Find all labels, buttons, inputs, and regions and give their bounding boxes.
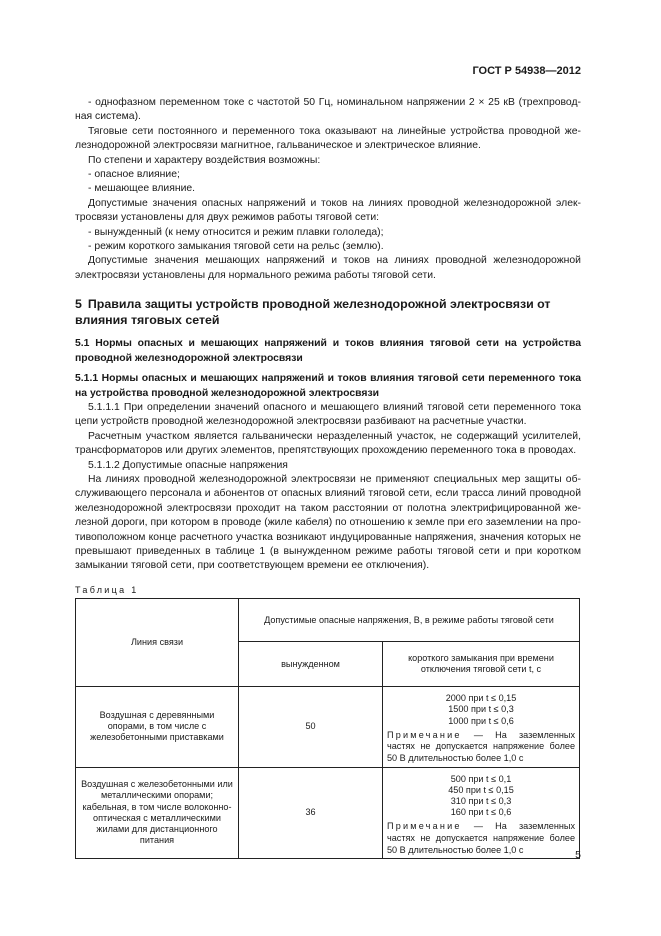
paragraph: Допустимые значения мешающих напряжений и токов на линиях проводной железнодорожной электросвязи установлены для нормального режима работы тяговой сети. [75, 255, 581, 281]
table-note [387, 821, 575, 856]
note-label: Примечание [387, 729, 462, 740]
subsubsection-heading: 5.1.1 Нормы опасных и мешающих напряжений и токов влияния тяговой сети переменного тока на устройства проводной железнодорожной электросвязи [75, 373, 581, 399]
sc-value: 2000 при t ≤ 0,15 [445, 693, 517, 704]
paragraph: Расчетным участком является гальванически неразделенный участок, не содержащий усилителей, трансформаторов или других элементов, препятствующих прохождению переменного тока в проводах. [75, 430, 581, 457]
list-item: - вынужденный (к нему относится и режим плавки гололеда); [88, 226, 384, 238]
table-header-row [76, 599, 580, 642]
cell-line: Воздушная с железобетонными или металлическими опорами; кабельная, в том числе волоконно-оптическая с металлическими жилами для дистанционного питания [76, 767, 239, 859]
header-line: Линия связи [76, 599, 239, 687]
section-number: 5 [75, 297, 82, 312]
sc-value: 160 при t ≤ 0,6 [450, 807, 512, 818]
sc-value: 310 при t ≤ 0,3 [450, 795, 512, 806]
table-caption: Таблица 1 [75, 584, 139, 595]
note-label: Примечание [387, 821, 462, 832]
cell-short-circuit [383, 767, 580, 859]
cell-line: Воздушная с деревянными опорами, в том числе с железобетонными приставками [76, 687, 239, 767]
paragraph: 5.1.1.1 При определении значений опасного и мешающего влияний тяговой сети переменного тока цепи устройств проводной железнодорожной электросвязи разбивают на расчетные участки. [75, 401, 581, 428]
sc-value: 500 при t ≤ 0,1 [450, 773, 512, 784]
page-number: 5 [575, 849, 581, 861]
subsection-heading: 5.1 Нормы опасных и мешающих напряжений и токов влияния тяговой сети на устройства проводной железнодорожной электросвязи [75, 338, 581, 364]
clause-heading: 5.1.1.2 Допустимые опасные напряжения [88, 459, 288, 471]
sc-value: 1500 при t ≤ 0,3 [448, 704, 514, 715]
list-item: - режим короткого замыкания тяговой сети на рельс (землю). [88, 241, 384, 253]
paragraph: Тяговые сети постоянного и переменного тока оказывают на линейные устройства проводной железнодорожной электросвязи магнитное, гальваническое и электрическое влияние. [75, 125, 581, 152]
header-forced: вынужденном [239, 642, 383, 687]
paragraph: Допустимые значения опасных напряжений и токов на линиях проводной железнодорожной электросвязи установлены для двух режимов работы тяговой сети: [75, 197, 581, 224]
header-group: Допустимые опасные напряжения, В, в режиме работы тяговой сети [239, 599, 580, 642]
section-title: Правила защиты устройств проводной железнодорожной электросвязи от влияния тяговых сетей [75, 297, 551, 327]
paragraph: По степени и характеру воздействия возможны: [88, 154, 321, 166]
table-note [387, 730, 575, 765]
paragraph: На линиях проводной железнодорожной электросвязи не применяют специальных мер защиты обслуживающего персонала и абонентов от опасных влияний тяговой сети, если трасса линий проводной железнодорожной электросвязи проходит на таком расстоянии от полотна электрифицированной железной дороги, при котором в проводе (жиле кабеля) по отношению к земле при его заземлении на противоположном конце расчетного участка возникают индуцированные напряжения, значения которых не превышают приведенных в таблице 1 (в вынужденном режиме работы тяговой сети и при коротком замыкании тяговой сети, при соответствующем времени ее отключения). [75, 473, 581, 572]
section-heading [75, 297, 581, 328]
header-short-circuit: короткого замыкания при времени отключения тяговой сети t, с [383, 642, 580, 687]
table-row [76, 687, 580, 767]
table-1 [75, 598, 580, 859]
cell-forced: 50 [239, 687, 383, 767]
paragraph: - однофазном переменном токе с частотой 50 Гц, номинальном напряжении 2 × 25 кВ (трехпроводная система). [75, 97, 581, 123]
list-item: - мешающее влияние. [88, 183, 196, 195]
note-text: — На заземленных частях не допускается напряжение более 50 В длительностью более 1,0 с [387, 821, 575, 855]
sc-value: 1000 при t ≤ 0,6 [448, 715, 514, 726]
note-text: — На заземленных частях не допускается напряжение более 50 В длительностью более 1,0 с [387, 729, 575, 763]
document-code: ГОСТ Р 54938—2012 [472, 65, 581, 77]
page-body [75, 96, 581, 859]
list-item: - опасное влияние; [88, 169, 180, 181]
cell-short-circuit [383, 687, 580, 767]
table-row [76, 767, 580, 859]
cell-forced: 36 [239, 767, 383, 859]
sc-value: 450 при t ≤ 0,15 [448, 784, 514, 795]
